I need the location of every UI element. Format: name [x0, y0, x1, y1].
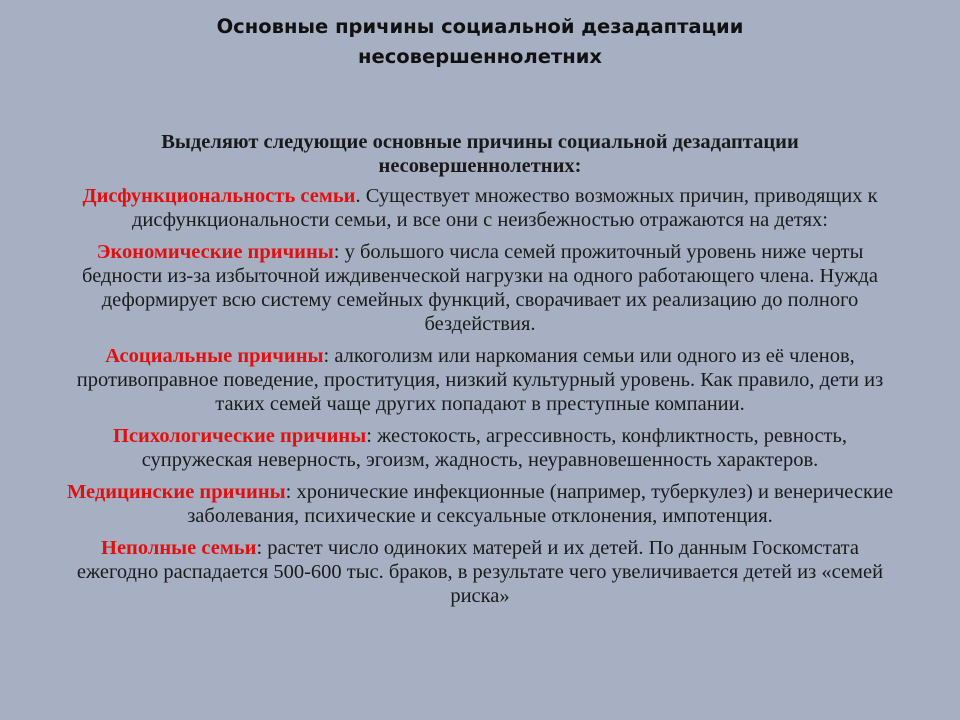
cause-medical	[58, 480, 902, 528]
intro-line-1: Выделяют следующие основные причины социальной дезадаптации	[161, 131, 799, 153]
title-line-1: Основные причины социальной дезадаптации	[216, 15, 744, 38]
intro-line-2: несовершеннолетних:	[378, 155, 582, 177]
cause-term: Дисфункциональность семьи	[82, 185, 356, 207]
cause-text: : растет число одиноких матерей и их детей. По данным Госкомстата ежегодно распадается 500-600 тыс. браков, в результате чего увеличивается детей из «семей риска»	[76, 537, 884, 607]
cause-psychological	[58, 424, 902, 472]
title-line-2: несовершеннолетних	[358, 45, 602, 68]
cause-asocial	[58, 344, 902, 416]
intro-text	[58, 130, 902, 178]
cause-text: : алкоголизм или наркомания семьи или одного из её членов, противоправное поведение, проституция, низкий культурный уровень. Как правило, дети из таких семей чаще других попадают в преступные компании.	[76, 345, 884, 415]
cause-term: Асоциальные причины	[105, 345, 324, 367]
cause-text: : у большого числа семей прожиточный уровень ниже черты бедности из-за избыточной иждивенческой нагрузки на одного работающего члена. Нужда деформирует всю систему семейных функций, сворачивает их реализацию до полного бездействия.	[82, 241, 878, 335]
cause-family-dysfunction	[58, 184, 902, 232]
cause-economic	[58, 240, 902, 336]
cause-single-parent	[58, 536, 902, 608]
cause-text: : хронические инфекционные (например, туберкулез) и венерические заболевания, психические и сексуальные отклонения, импотенция.	[187, 481, 894, 527]
cause-term: Неполные семьи	[101, 537, 257, 559]
cause-text: . Существует множество возможных причин, приводящих к дисфункциональности семьи, и все они с неизбежностью отражаются на детях:	[132, 185, 878, 231]
cause-term: Психологические причины	[113, 425, 367, 447]
cause-term: Медицинские причины	[66, 481, 286, 503]
cause-term: Экономические причины	[96, 241, 334, 263]
slide-title	[120, 12, 840, 72]
cause-text: : жестокость, агрессивность, конфликтность, ревность, супружеская неверность, эгоизм, жадность, неуравновешенность характеров.	[141, 425, 847, 471]
slide-body	[58, 130, 902, 616]
